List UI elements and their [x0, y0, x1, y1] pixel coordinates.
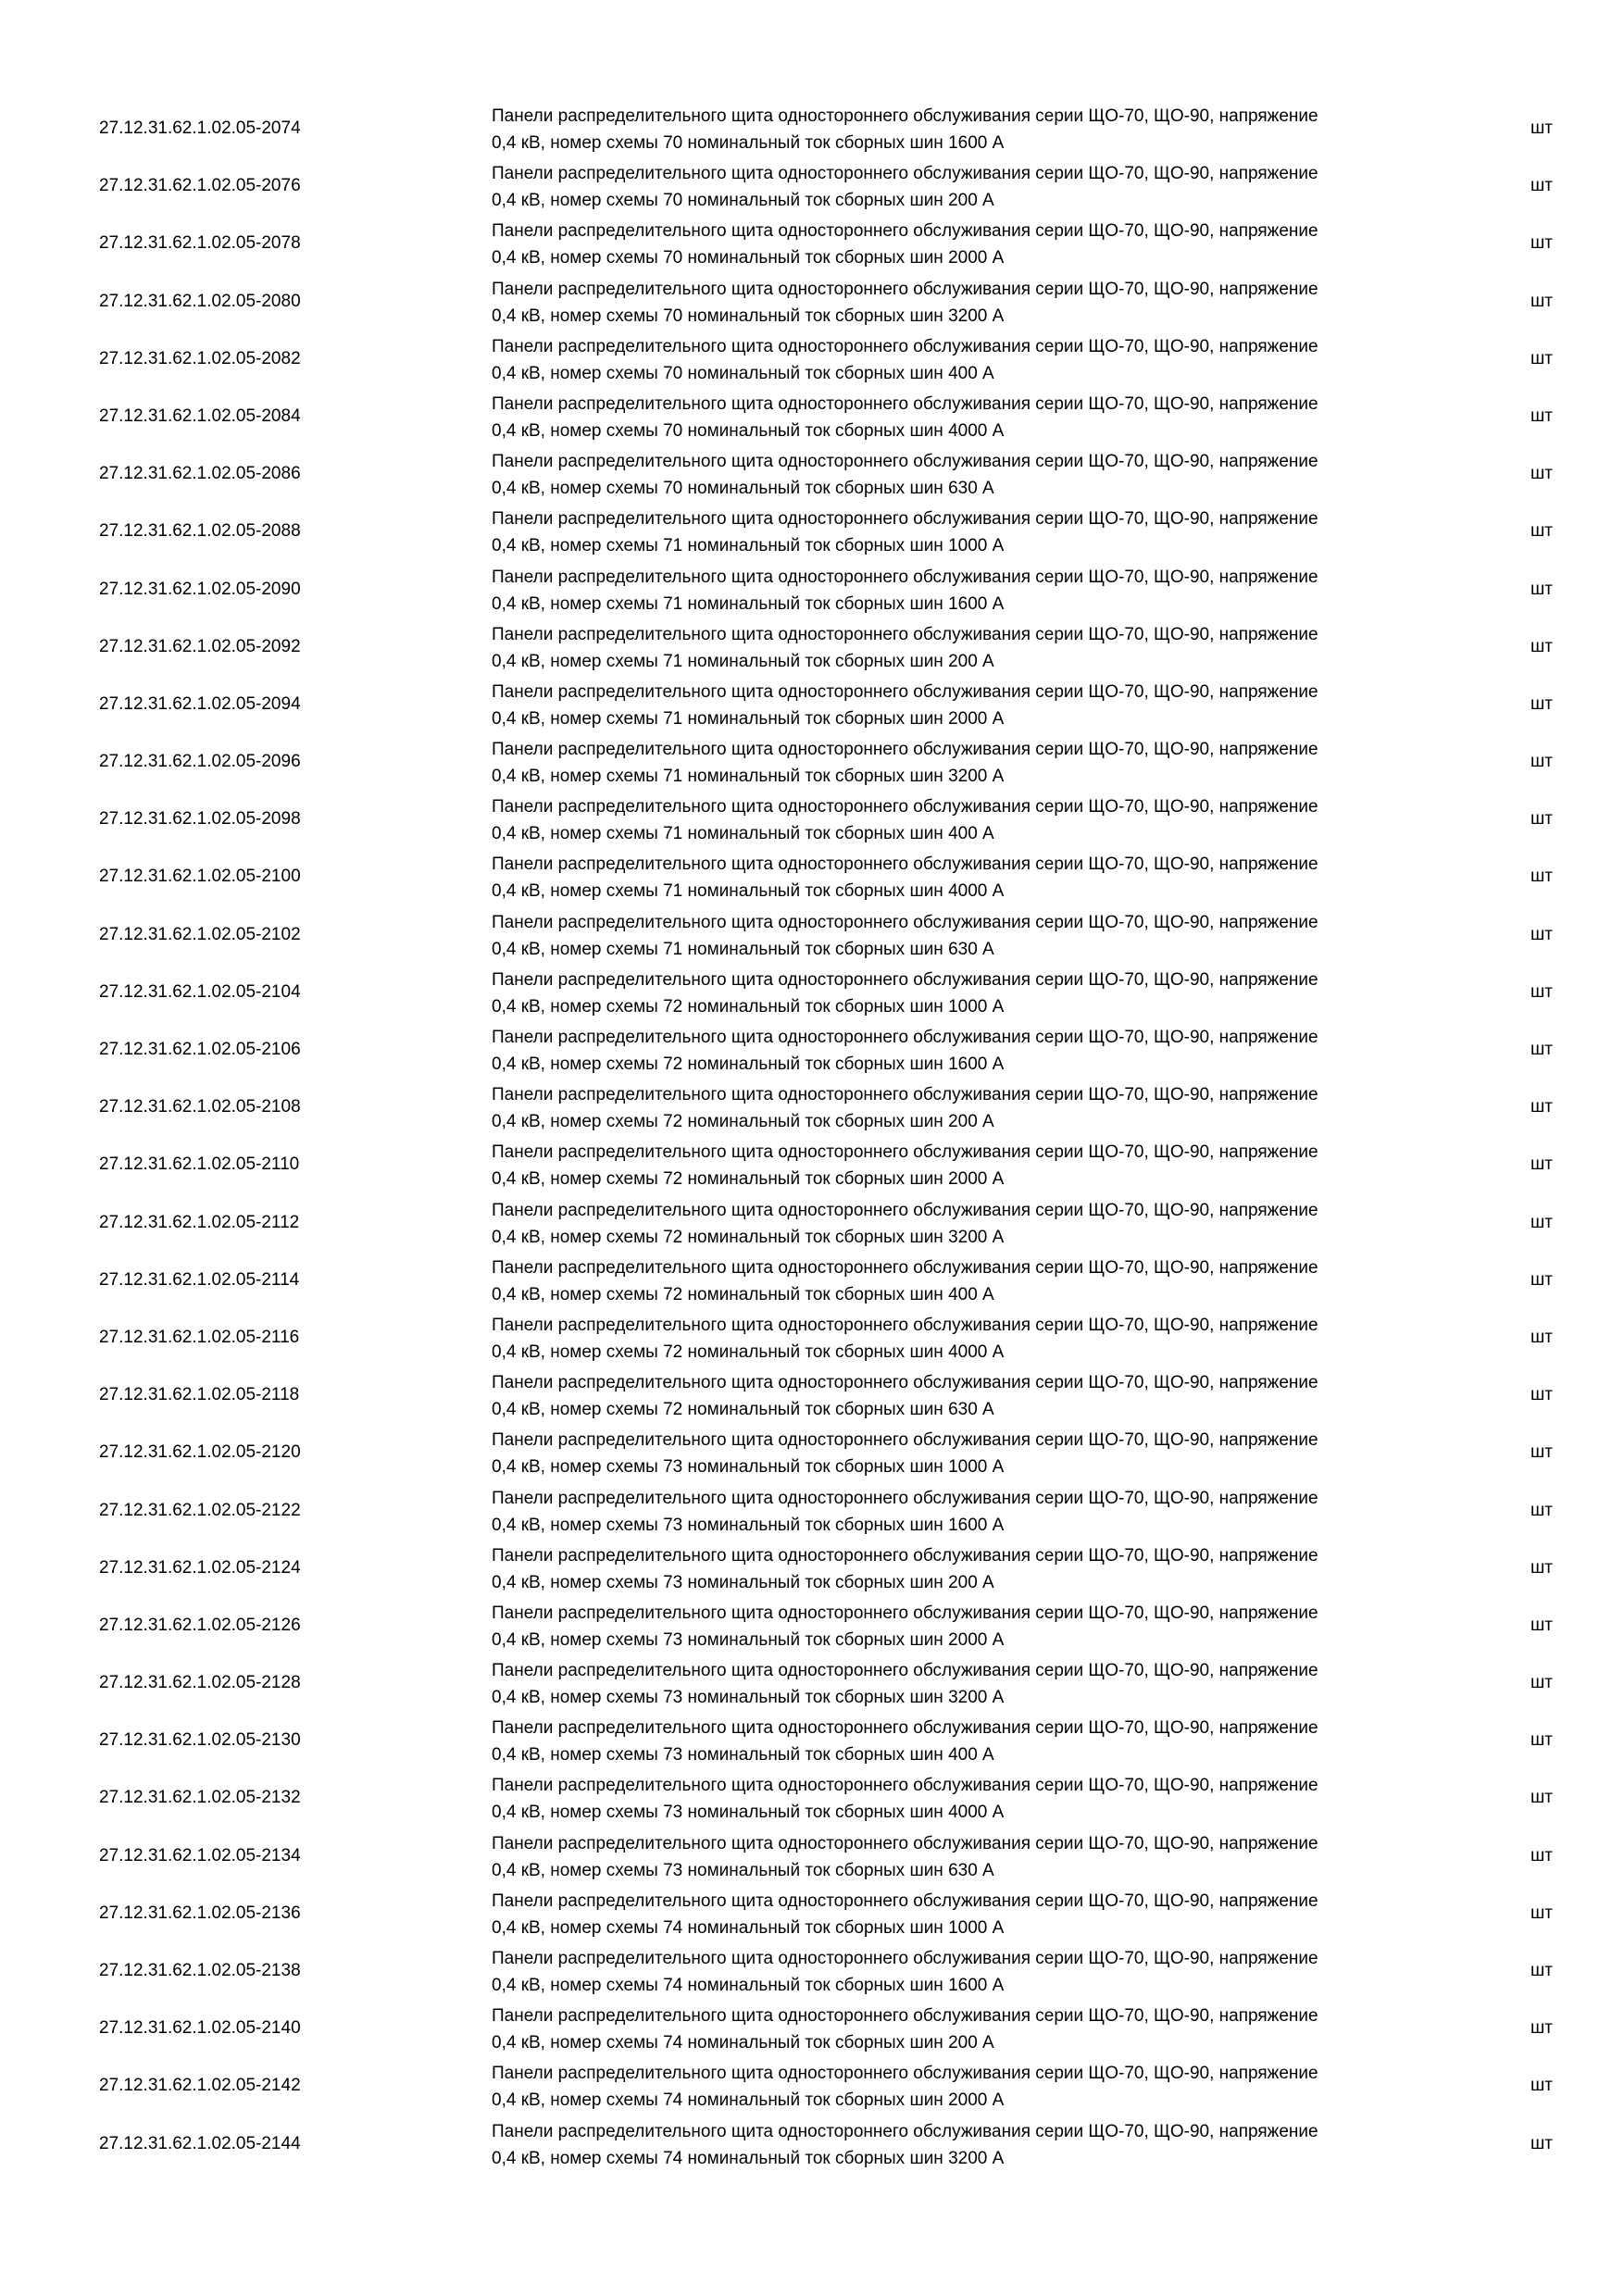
description-line: Панели распределительного щита одностороннего обслуживания серии ЩО-70, ЩО-90, напряжение	[492, 567, 1318, 587]
table-row	[0, 100, 1624, 157]
description-line: Панели распределительного щита одностороннего обслуживания серии ЩО-70, ЩО-90, напряжение	[492, 969, 1318, 990]
description-line: Панели распределительного щита одностороннего обслуживания серии ЩО-70, ЩО-90, напряжение	[492, 1545, 1318, 1566]
description-line: 0,4 кВ, номер схемы 70 номинальный ток сборных шин 3200 А	[492, 306, 1005, 326]
description-line: Панели распределительного щита одностороннего обслуживания серии ЩО-70, ЩО-90, напряжение	[492, 740, 1318, 760]
item-code: 27.12.31.62.1.02.05-2112	[99, 1212, 300, 1232]
table-row	[0, 1540, 1624, 1597]
description-line: Панели распределительного щита одностороннего обслуживания серии ЩО-70, ЩО-90, напряжение	[492, 1776, 1318, 1796]
description-line: 0,4 кВ, номер схемы 72 номинальный ток сборных шин 1000 А	[492, 996, 1005, 1017]
item-code: 27.12.31.62.1.02.05-2078	[99, 233, 301, 254]
item-code: 27.12.31.62.1.02.05-2098	[99, 809, 301, 830]
table-row	[0, 1597, 1624, 1654]
table-row	[0, 1482, 1624, 1540]
description-line: Панели распределительного щита одностороннего обслуживания серии ЩО-70, ЩО-90, напряжение	[492, 279, 1318, 299]
item-unit: шт	[1530, 2133, 1553, 2153]
description-line: Панели распределительного щита одностороннего обслуживания серии ЩО-70, ЩО-90, напряжение	[492, 1430, 1318, 1451]
table-row	[0, 2115, 1624, 2173]
item-description	[492, 333, 1473, 387]
item-unit: шт	[1530, 1845, 1553, 1866]
table-row	[0, 157, 1624, 215]
item-description	[492, 448, 1473, 502]
table-row	[0, 331, 1624, 388]
description-line: 0,4 кВ, номер схемы 74 номинальный ток сборных шин 1000 А	[492, 1917, 1005, 1938]
description-line: Панели распределительного щита одностороннего обслуживания серии ЩО-70, ЩО-90, напряжение	[492, 509, 1318, 530]
item-description	[492, 2003, 1473, 2056]
description-line: 0,4 кВ, номер схемы 74 номинальный ток сборных шин 3200 А	[492, 2148, 1005, 2168]
table-row	[0, 791, 1624, 848]
description-line: 0,4 кВ, номер схемы 72 номинальный ток сборных шин 2000 А	[492, 1169, 1005, 1190]
description-line: 0,4 кВ, номер схемы 72 номинальный ток сборных шин 630 А	[492, 1400, 994, 1420]
table-row	[0, 445, 1624, 503]
item-unit: шт	[1530, 1615, 1553, 1635]
item-description	[492, 1024, 1473, 1078]
item-code: 27.12.31.62.1.02.05-2076	[99, 176, 301, 196]
description-line: 0,4 кВ, номер схемы 70 номинальный ток сборных шин 400 А	[492, 363, 994, 383]
item-code: 27.12.31.62.1.02.05-2130	[99, 1730, 301, 1751]
item-description	[492, 1197, 1473, 1251]
item-unit: шт	[1530, 176, 1553, 196]
item-code: 27.12.31.62.1.02.05-2144	[99, 2133, 301, 2153]
description-line: Панели распределительного щита одностороннего обслуживания серии ЩО-70, ЩО-90, напряжение	[492, 797, 1318, 817]
description-line: 0,4 кВ, номер схемы 70 номинальный ток сборных шин 2000 А	[492, 248, 1005, 268]
item-description	[492, 679, 1473, 732]
item-description	[492, 1369, 1473, 1423]
item-unit: шт	[1530, 1269, 1553, 1290]
item-code: 27.12.31.62.1.02.05-2074	[99, 119, 301, 138]
description-line: 0,4 кВ, номер схемы 73 номинальный ток сборных шин 1000 А	[492, 1457, 1005, 1478]
item-unit: шт	[1530, 1212, 1553, 1232]
table-row	[0, 1712, 1624, 1769]
description-line: Панели распределительного щита одностороннего обслуживания серии ЩО-70, ЩО-90, напряжение	[492, 336, 1318, 356]
table-row	[0, 1828, 1624, 1885]
item-code: 27.12.31.62.1.02.05-2100	[99, 867, 301, 887]
description-line: Панели распределительного щита одностороннего обслуживания серии ЩО-70, ЩО-90, напряжение	[492, 1315, 1318, 1335]
item-unit: шт	[1530, 348, 1553, 368]
table-row	[0, 676, 1624, 733]
table-row	[0, 503, 1624, 560]
description-line: Панели распределительного щита одностороннего обслуживания серии ЩО-70, ЩО-90, напряжение	[492, 1142, 1318, 1163]
item-code: 27.12.31.62.1.02.05-2086	[99, 464, 301, 484]
description-line: Панели распределительного щита одностороннего обслуживания серии ЩО-70, ЩО-90, напряжение	[492, 221, 1318, 242]
table-row	[0, 1769, 1624, 1827]
item-code: 27.12.31.62.1.02.05-2118	[99, 1385, 300, 1405]
item-description	[492, 391, 1473, 444]
description-line: Панели распределительного щита одностороннего обслуживания серии ЩО-70, ЩО-90, напряжение	[492, 164, 1318, 184]
item-unit: шт	[1530, 579, 1553, 599]
description-line: 0,4 кВ, номер схемы 72 номинальный ток сборных шин 200 А	[492, 1112, 994, 1132]
description-line: 0,4 кВ, номер схемы 72 номинальный ток сборных шин 1600 А	[492, 1054, 1005, 1074]
table-row	[0, 964, 1624, 1021]
table-row	[0, 2000, 1624, 2057]
item-description	[492, 1542, 1473, 1596]
description-line: 0,4 кВ, номер схемы 71 номинальный ток сборных шин 1600 А	[492, 593, 1005, 614]
description-line: Панели распределительного щита одностороннего обслуживания серии ЩО-70, ЩО-90, напряжение	[492, 1890, 1318, 1911]
item-description	[492, 1888, 1473, 1941]
item-unit: шт	[1530, 119, 1553, 138]
description-line: 0,4 кВ, номер схемы 71 номинальный ток сборных шин 3200 А	[492, 767, 1005, 787]
description-line: Панели распределительного щита одностороннего обслуживания серии ЩО-70, ЩО-90, напряжение	[492, 624, 1318, 644]
description-line: 0,4 кВ, номер схемы 70 номинальный ток сборных шин 4000 А	[492, 420, 1005, 441]
description-line: 0,4 кВ, номер схемы 71 номинальный ток сборных шин 2000 А	[492, 708, 1005, 729]
item-unit: шт	[1530, 464, 1553, 484]
item-unit: шт	[1530, 752, 1553, 772]
item-code: 27.12.31.62.1.02.05-2106	[99, 1040, 301, 1059]
item-description	[492, 160, 1473, 214]
item-description	[492, 851, 1473, 905]
item-description	[492, 1715, 1473, 1768]
description-line: 0,4 кВ, номер схемы 73 номинальный ток сборных шин 1600 А	[492, 1515, 1005, 1535]
description-line: 0,4 кВ, номер схемы 74 номинальный ток сборных шин 1600 А	[492, 1976, 1005, 1995]
item-description	[492, 103, 1473, 156]
table-row	[0, 1654, 1624, 1712]
item-description	[492, 2118, 1473, 2172]
item-unit: шт	[1530, 1442, 1553, 1463]
item-description	[492, 1427, 1473, 1480]
item-unit: шт	[1530, 2018, 1553, 2039]
item-description	[492, 564, 1473, 618]
description-line: 0,4 кВ, номер схемы 73 номинальный ток сборных шин 200 А	[492, 1572, 994, 1592]
item-description	[492, 1657, 1473, 1711]
item-unit: шт	[1530, 521, 1553, 542]
description-line: 0,4 кВ, номер схемы 72 номинальный ток сборных шин 400 А	[492, 1284, 994, 1304]
table-row	[0, 618, 1624, 676]
description-line: 0,4 кВ, номер схемы 73 номинальный ток сборных шин 3200 А	[492, 1688, 1005, 1708]
item-description	[492, 1312, 1473, 1366]
item-code: 27.12.31.62.1.02.05-2110	[99, 1154, 300, 1175]
item-description	[492, 1830, 1473, 1884]
item-description	[492, 1945, 1473, 1999]
item-code: 27.12.31.62.1.02.05-2122	[99, 1500, 301, 1520]
table-row	[0, 848, 1624, 905]
item-code: 27.12.31.62.1.02.05-2140	[99, 2018, 301, 2039]
item-unit: шт	[1530, 1385, 1553, 1405]
table-row	[0, 733, 1624, 791]
description-line: Панели распределительного щита одностороннего обслуживания серии ЩО-70, ЩО-90, напряжение	[492, 1085, 1318, 1105]
item-code: 27.12.31.62.1.02.05-2082	[99, 348, 301, 368]
description-line: Панели распределительного щита одностороннего обслуживания серии ЩО-70, ЩО-90, напряжение	[492, 452, 1318, 472]
item-unit: шт	[1530, 1500, 1553, 1520]
item-code: 27.12.31.62.1.02.05-2102	[99, 924, 301, 944]
description-line: Панели распределительного щита одностороннего обслуживания серии ЩО-70, ЩО-90, напряжение	[492, 106, 1318, 126]
item-description	[492, 736, 1473, 790]
item-code: 27.12.31.62.1.02.05-2124	[99, 1557, 301, 1578]
description-line: Панели распределительного щита одностороннего обслуживания серии ЩО-70, ЩО-90, напряжение	[492, 1200, 1318, 1220]
table-row	[0, 1079, 1624, 1136]
item-unit: шт	[1530, 981, 1553, 1002]
item-unit: шт	[1530, 867, 1553, 887]
description-line: Панели распределительного щита одностороннего обслуживания серии ЩО-70, ЩО-90, напряжение	[492, 681, 1318, 702]
table-row	[0, 1424, 1624, 1481]
description-line: Панели распределительного щита одностороннего обслуживания серии ЩО-70, ЩО-90, напряжение	[492, 1028, 1318, 1047]
table-row	[0, 388, 1624, 445]
description-line: Панели распределительного щита одностороннего обслуживания серии ЩО-70, ЩО-90, напряжение	[492, 2121, 1318, 2141]
item-code: 27.12.31.62.1.02.05-2088	[99, 521, 301, 542]
item-code: 27.12.31.62.1.02.05-2138	[99, 1961, 301, 1980]
description-line: Панели распределительного щита одностороннего обслуживания серии ЩО-70, ЩО-90, напряжение	[492, 1949, 1318, 1968]
item-description	[492, 505, 1473, 559]
item-description	[492, 967, 1473, 1020]
description-line: 0,4 кВ, номер схемы 71 номинальный ток сборных шин 200 А	[492, 651, 994, 671]
item-code: 27.12.31.62.1.02.05-2084	[99, 406, 301, 426]
table-row	[0, 1942, 1624, 2000]
description-line: Панели распределительного щита одностороннего обслуживания серии ЩО-70, ЩО-90, напряжение	[492, 1661, 1318, 1681]
item-unit: шт	[1530, 636, 1553, 656]
item-description	[492, 2060, 1473, 2114]
item-unit: шт	[1530, 406, 1553, 426]
description-line: Панели распределительного щита одностороннего обслуживания серии ЩО-70, ЩО-90, напряжение	[492, 1488, 1318, 1508]
table-row	[0, 561, 1624, 618]
description-line: 0,4 кВ, номер схемы 73 номинальный ток сборных шин 630 А	[492, 1860, 994, 1880]
description-line: 0,4 кВ, номер схемы 70 номинальный ток сборных шин 630 А	[492, 479, 994, 499]
item-description	[492, 218, 1473, 271]
description-line: 0,4 кВ, номер схемы 73 номинальный ток сборных шин 2000 А	[492, 1629, 1005, 1650]
description-line: 0,4 кВ, номер схемы 71 номинальный ток сборных шин 1000 А	[492, 536, 1005, 556]
table-row	[0, 1136, 1624, 1193]
table-row	[0, 1252, 1624, 1309]
price-table	[0, 100, 1624, 2173]
table-row	[0, 273, 1624, 331]
item-description	[492, 1772, 1473, 1826]
description-line: 0,4 кВ, номер схемы 72 номинальный ток сборных шин 4000 А	[492, 1341, 1005, 1362]
description-line: Панели распределительного щита одностороннего обслуживания серии ЩО-70, ЩО-90, напряжение	[492, 1373, 1318, 1393]
item-unit: шт	[1530, 1903, 1553, 1923]
item-unit: шт	[1530, 809, 1553, 830]
item-description	[492, 793, 1473, 847]
description-line: Панели распределительного щита одностороннего обслуживания серии ЩО-70, ЩО-90, напряжение	[492, 2064, 1318, 2084]
item-unit: шт	[1530, 1327, 1553, 1347]
table-row	[0, 1194, 1624, 1252]
item-description	[492, 909, 1473, 963]
description-line: 0,4 кВ, номер схемы 71 номинальный ток сборных шин 630 А	[492, 939, 994, 959]
description-line: Панели распределительного щита одностороннего обслуживания серии ЩО-70, ЩО-90, напряжение	[492, 2006, 1318, 2027]
item-unit: шт	[1530, 1730, 1553, 1751]
description-line: Панели распределительного щита одностороннего обслуживания серии ЩО-70, ЩО-90, напряжение	[492, 912, 1318, 932]
table-row	[0, 2057, 1624, 2115]
item-code: 27.12.31.62.1.02.05-2104	[99, 981, 301, 1002]
item-unit: шт	[1530, 1097, 1553, 1117]
item-code: 27.12.31.62.1.02.05-2090	[99, 579, 301, 599]
table-row	[0, 1021, 1624, 1079]
table-row	[0, 215, 1624, 272]
item-code: 27.12.31.62.1.02.05-2142	[99, 2076, 301, 2096]
description-line: 0,4 кВ, номер схемы 71 номинальный ток сборных шин 4000 А	[492, 881, 1005, 902]
item-unit: шт	[1530, 291, 1553, 311]
item-code: 27.12.31.62.1.02.05-2132	[99, 1788, 301, 1808]
description-line: 0,4 кВ, номер схемы 71 номинальный ток сборных шин 400 А	[492, 824, 994, 844]
item-description	[492, 1139, 1473, 1192]
item-unit: шт	[1530, 1040, 1553, 1059]
item-code: 27.12.31.62.1.02.05-2128	[99, 1673, 301, 1693]
item-code: 27.12.31.62.1.02.05-2114	[99, 1269, 300, 1290]
item-unit: шт	[1530, 1788, 1553, 1808]
item-code: 27.12.31.62.1.02.05-2126	[99, 1615, 301, 1635]
item-description	[492, 621, 1473, 675]
table-row	[0, 1309, 1624, 1366]
description-line: Панели распределительного щита одностороннего обслуживания серии ЩО-70, ЩО-90, напряжение	[492, 1257, 1318, 1278]
table-row	[0, 1885, 1624, 1942]
item-code: 27.12.31.62.1.02.05-2080	[99, 291, 301, 311]
item-unit: шт	[1530, 1673, 1553, 1693]
item-unit: шт	[1530, 693, 1553, 714]
description-line: Панели распределительного щита одностороннего обслуживания серии ЩО-70, ЩО-90, напряжение	[492, 1718, 1318, 1739]
description-line: 0,4 кВ, номер схемы 73 номинальный ток сборных шин 400 А	[492, 1745, 994, 1766]
description-line: Панели распределительного щита одностороннего обслуживания серии ЩО-70, ЩО-90, напряжение	[492, 855, 1318, 875]
item-code: 27.12.31.62.1.02.05-2108	[99, 1097, 301, 1117]
description-line: 0,4 кВ, номер схемы 73 номинальный ток сборных шин 4000 А	[492, 1803, 1005, 1823]
item-code: 27.12.31.62.1.02.05-2096	[99, 752, 301, 772]
description-line: 0,4 кВ, номер схемы 74 номинальный ток сборных шин 2000 А	[492, 2090, 1005, 2111]
description-line: Панели распределительного щита одностороннего обслуживания серии ЩО-70, ЩО-90, напряжение	[492, 393, 1318, 414]
item-code: 27.12.31.62.1.02.05-2120	[99, 1442, 301, 1463]
table-row	[0, 1366, 1624, 1424]
item-description	[492, 1254, 1473, 1308]
item-code: 27.12.31.62.1.02.05-2136	[99, 1903, 301, 1923]
item-description	[492, 1600, 1473, 1653]
item-description	[492, 276, 1473, 330]
item-code: 27.12.31.62.1.02.05-2116	[99, 1327, 300, 1347]
description-line: 0,4 кВ, номер схемы 70 номинальный ток сборных шин 1600 А	[492, 133, 1005, 153]
item-unit: шт	[1530, 1961, 1553, 1980]
item-code: 27.12.31.62.1.02.05-2094	[99, 693, 301, 714]
item-unit: шт	[1530, 1154, 1553, 1175]
item-code: 27.12.31.62.1.02.05-2092	[99, 636, 301, 656]
item-description	[492, 1081, 1473, 1135]
item-unit: шт	[1530, 924, 1553, 944]
item-unit: шт	[1530, 1557, 1553, 1578]
description-line: 0,4 кВ, номер схемы 72 номинальный ток сборных шин 3200 А	[492, 1227, 1005, 1247]
table-row	[0, 906, 1624, 964]
item-description	[492, 1485, 1473, 1539]
item-unit: шт	[1530, 2076, 1553, 2096]
description-line: Панели распределительного щита одностороннего обслуживания серии ЩО-70, ЩО-90, напряжение	[492, 1833, 1318, 1853]
description-line: 0,4 кВ, номер схемы 74 номинальный ток сборных шин 200 А	[492, 2033, 994, 2053]
item-unit: шт	[1530, 233, 1553, 254]
description-line: Панели распределительного щита одностороннего обслуживания серии ЩО-70, ЩО-90, напряжение	[492, 1603, 1318, 1623]
item-code: 27.12.31.62.1.02.05-2134	[99, 1845, 301, 1866]
description-line: 0,4 кВ, номер схемы 70 номинальный ток сборных шин 200 А	[492, 191, 994, 211]
